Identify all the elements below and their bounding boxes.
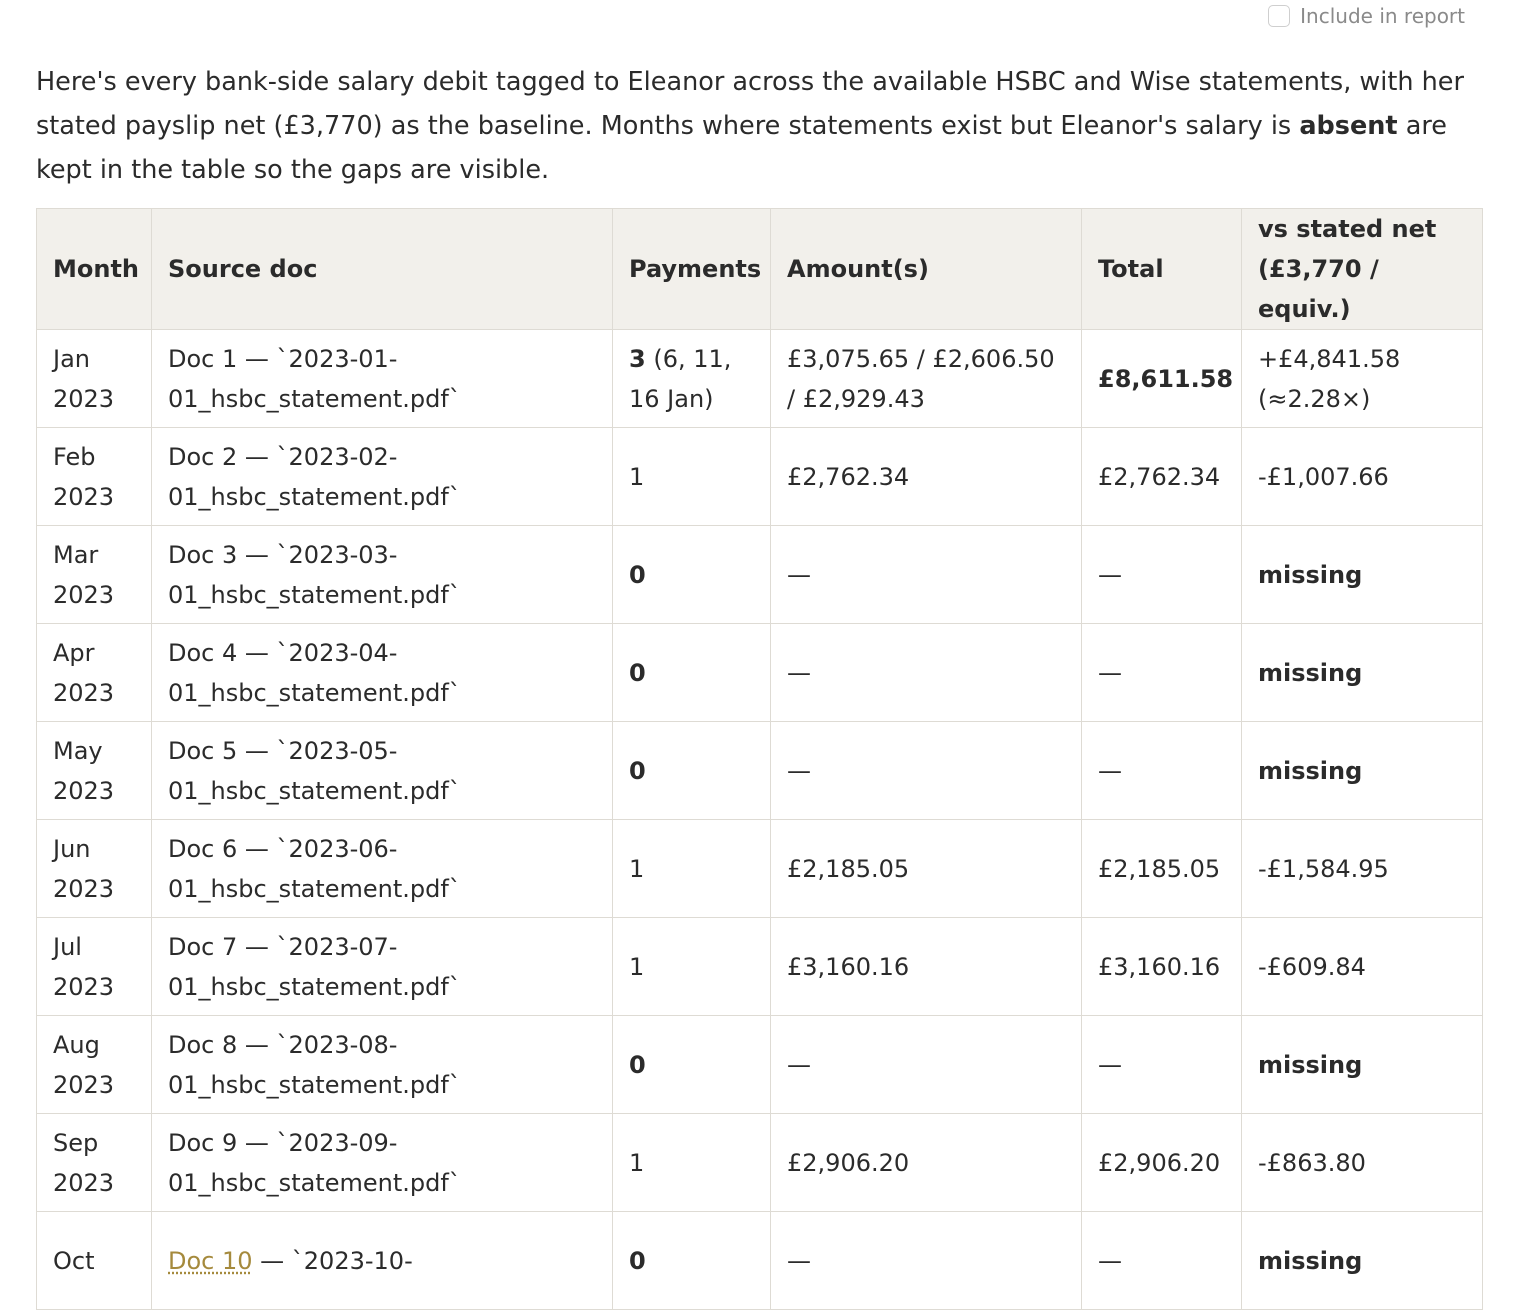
doc-link[interactable]: Doc 10 — [168, 1246, 253, 1275]
cell-vs-stated-net: missing — [1242, 526, 1483, 624]
doc-label: Doc 4 — [168, 638, 238, 667]
cell-source-doc — [152, 1212, 613, 1310]
doc-filename: — `2023-06-01_hsbc_statement.pdf` — [168, 834, 461, 903]
cell-vs-stated-net: +£4,841.58 (≈2.28×) — [1242, 330, 1483, 428]
cell-payments: 0 — [613, 722, 771, 820]
table-header-row — [37, 209, 1483, 330]
payments-detail: (6, 11, 16 Jan) — [629, 344, 732, 413]
cell-vs-stated-net: -£1,007.66 — [1242, 428, 1483, 526]
table-row — [37, 624, 1483, 722]
cell-total: — — [1082, 624, 1242, 722]
doc-label: Doc 5 — [168, 736, 238, 765]
cell-total: — — [1082, 1016, 1242, 1114]
intro-text-bold: absent — [1299, 111, 1398, 141]
cell-payments: 0 — [613, 1016, 771, 1114]
cell-vs-stated-net: -£1,584.95 — [1242, 820, 1483, 918]
intro-text-1: Here's every bank-side salary debit tagged to Eleanor across the available HSBC and Wise statements, with her stated payslip net (£3,770) as the baseline. Months where statements exist but Eleanor's salary is — [36, 67, 1464, 141]
cell-source-doc — [152, 330, 613, 428]
cell-amounts: — — [771, 526, 1082, 624]
cell-vs-stated-net: missing — [1242, 1212, 1483, 1310]
header-amounts: Amount(s) — [771, 209, 1082, 330]
cell-amounts: £2,906.20 — [771, 1114, 1082, 1212]
cell-payments: 1 — [613, 820, 771, 918]
cell-source-doc — [152, 1016, 613, 1114]
cell-payments: 1 — [613, 1114, 771, 1212]
cell-amounts: — — [771, 1212, 1082, 1310]
cell-amounts: — — [771, 624, 1082, 722]
cell-source-doc — [152, 624, 613, 722]
intro-paragraph — [36, 60, 1481, 192]
cell-payments: 0 — [613, 526, 771, 624]
header-source-doc: Source doc — [152, 209, 613, 330]
cell-source-doc — [152, 918, 613, 1016]
cell-month: Jul 2023 — [37, 918, 152, 1016]
cell-total: £2,762.34 — [1082, 428, 1242, 526]
cell-total: — — [1082, 526, 1242, 624]
cell-total: £8,611.58 — [1082, 330, 1242, 428]
doc-filename: — `2023-09-01_hsbc_statement.pdf` — [168, 1128, 461, 1197]
cell-month: Jan 2023 — [37, 330, 152, 428]
table-row — [37, 820, 1483, 918]
cell-source-doc — [152, 722, 613, 820]
cell-month: Mar 2023 — [37, 526, 152, 624]
doc-label: Doc 8 — [168, 1030, 238, 1059]
doc-filename: — `2023-01-01_hsbc_statement.pdf` — [168, 344, 461, 413]
cell-vs-stated-net: -£609.84 — [1242, 918, 1483, 1016]
cell-amounts: £2,762.34 — [771, 428, 1082, 526]
cell-amounts: — — [771, 722, 1082, 820]
cell-month: Apr 2023 — [37, 624, 152, 722]
table-row — [37, 918, 1483, 1016]
doc-label: Doc 3 — [168, 540, 238, 569]
cell-payments: 1 — [613, 918, 771, 1016]
header-payments: Payments — [613, 209, 771, 330]
cell-vs-stated-net: missing — [1242, 722, 1483, 820]
cell-total: £2,906.20 — [1082, 1114, 1242, 1212]
cell-total: — — [1082, 1212, 1242, 1310]
doc-label: Doc 2 — [168, 442, 238, 471]
payments-count: 3 — [629, 344, 646, 373]
table-row — [37, 722, 1483, 820]
cell-source-doc — [152, 820, 613, 918]
cell-total: £2,185.05 — [1082, 820, 1242, 918]
cell-vs-stated-net: -£863.80 — [1242, 1114, 1483, 1212]
cell-payments: 0 — [613, 624, 771, 722]
doc-label: Doc 7 — [168, 932, 238, 961]
cell-amounts: £3,075.65 / £2,606.50 / £2,929.43 — [771, 330, 1082, 428]
doc-filename: — `2023-05-01_hsbc_statement.pdf` — [168, 736, 461, 805]
salary-table-container — [36, 208, 1482, 1310]
cell-month: Jun 2023 — [37, 820, 152, 918]
cell-total: — — [1082, 722, 1242, 820]
table-row — [37, 1016, 1483, 1114]
cell-amounts: £2,185.05 — [771, 820, 1082, 918]
salary-table — [36, 208, 1483, 1310]
cell-total: £3,160.16 — [1082, 918, 1242, 1016]
cell-vs-stated-net: missing — [1242, 624, 1483, 722]
doc-label: Doc 1 — [168, 344, 238, 373]
include-in-report-label: Include in report — [1300, 4, 1465, 28]
doc-filename: — `2023-08-01_hsbc_statement.pdf` — [168, 1030, 461, 1099]
doc-filename: — `2023-02-01_hsbc_statement.pdf` — [168, 442, 461, 511]
cell-source-doc — [152, 526, 613, 624]
cell-payments: 0 — [613, 1212, 771, 1310]
header-month: Month — [37, 209, 152, 330]
table-row — [37, 1212, 1483, 1310]
doc-filename: — `2023-10- — [252, 1246, 413, 1275]
cell-month: May 2023 — [37, 722, 152, 820]
doc-label: Doc 6 — [168, 834, 238, 863]
cell-source-doc — [152, 1114, 613, 1212]
cell-payments — [613, 330, 771, 428]
table-row — [37, 330, 1483, 428]
header-vs-stated-net: vs stated net (£3,770 / equiv.) — [1242, 209, 1483, 330]
doc-filename: — `2023-03-01_hsbc_statement.pdf` — [168, 540, 461, 609]
intro-text-2: are kept in the table so the gaps are visible. — [36, 111, 1447, 185]
table-row — [37, 526, 1483, 624]
report-toggle[interactable] — [1268, 4, 1465, 28]
cell-amounts: £3,160.16 — [771, 918, 1082, 1016]
cell-month: Oct — [37, 1212, 152, 1310]
doc-filename: — `2023-07-01_hsbc_statement.pdf` — [168, 932, 461, 1001]
cell-amounts: — — [771, 1016, 1082, 1114]
table-row — [37, 1114, 1483, 1212]
cell-source-doc — [152, 428, 613, 526]
doc-filename: — `2023-04-01_hsbc_statement.pdf` — [168, 638, 461, 707]
cell-month: Sep 2023 — [37, 1114, 152, 1212]
cell-payments: 1 — [613, 428, 771, 526]
cell-month: Aug 2023 — [37, 1016, 152, 1114]
table-row — [37, 428, 1483, 526]
header-total: Total — [1082, 209, 1242, 330]
cell-month: Feb 2023 — [37, 428, 152, 526]
cell-vs-stated-net: missing — [1242, 1016, 1483, 1114]
include-in-report-checkbox[interactable] — [1268, 5, 1290, 27]
doc-label: Doc 9 — [168, 1128, 238, 1157]
